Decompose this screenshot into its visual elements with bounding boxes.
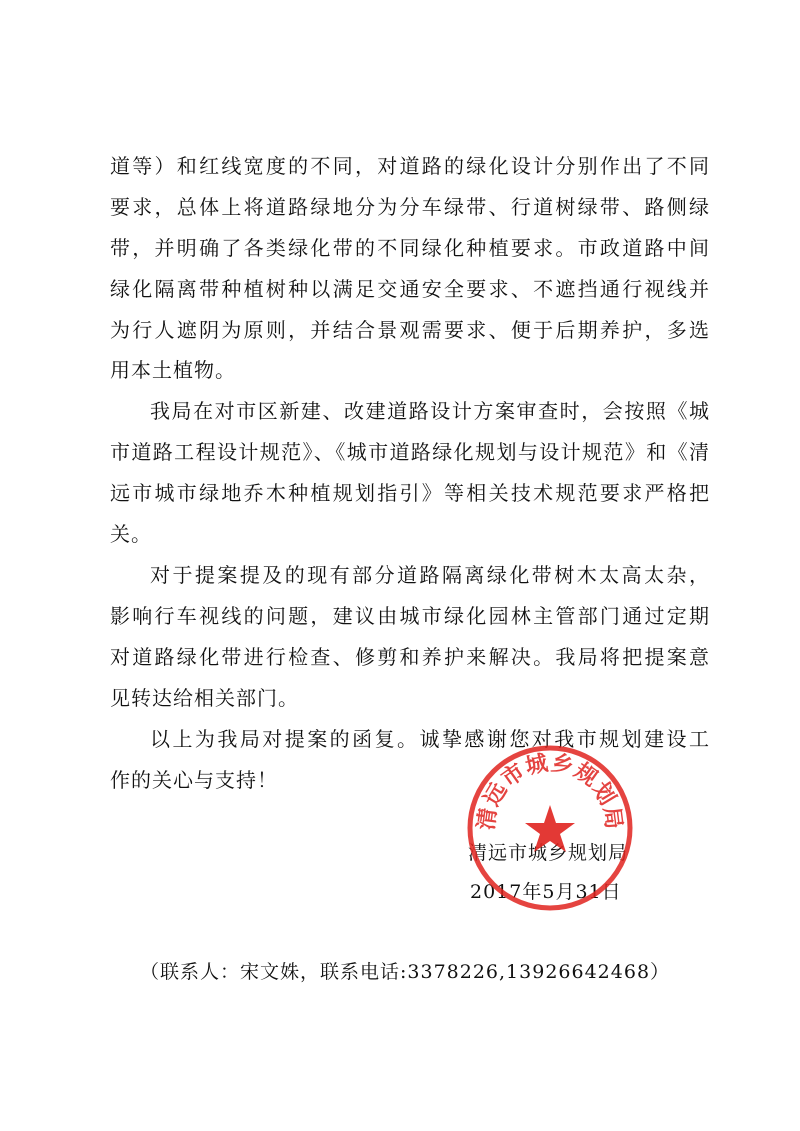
paragraph-1-line-2: 要求，总体上将道路绿地分为分车绿带、行道树绿带、路侧绿 xyxy=(110,195,710,219)
paragraph-3-line-1: 对于提案提及的现有部分道路隔离绿化带树木太高太杂， xyxy=(150,563,710,587)
paragraph-1-line-3: 带，并明确了各类绿化带的不同绿化种植要求。市政道路中间 xyxy=(110,236,710,260)
signature-org: 清远市城乡规划局 xyxy=(468,842,629,864)
paragraph-1-line-4: 绿化隔离带种植树种以满足交通安全要求、不遮挡通行视线并 xyxy=(110,277,710,301)
contact-info: （联系人：宋文姝，联系电话:3378226,13926642468） xyxy=(140,961,671,983)
paragraph-3-line-4: 见转达给相关部门。 xyxy=(110,686,299,710)
signature-date: 2017年5月31日 xyxy=(470,881,622,903)
seal-text-path: 清远市城乡规划局 xyxy=(473,749,627,832)
paragraph-2-line-2: 市道路工程设计规范》、《城市道路绿化规划与设计规范》和《清 xyxy=(110,440,710,464)
paragraph-1-line-6: 用本土植物。 xyxy=(110,358,236,382)
paragraph-1-line-5: 为行人遮阴为原则，并结合景观需要求、便于后期养护，多选 xyxy=(110,318,710,342)
paragraph-3-line-2: 影响行车视线的问题，建议由城市绿化园林主管部门通过定期 xyxy=(110,604,710,628)
seal-star-icon xyxy=(525,805,575,852)
paragraph-3-line-3: 对道路绿化带进行检查、修剪和养护来解决。我局将把提案意 xyxy=(110,645,710,669)
paragraph-2-line-4: 关。 xyxy=(110,522,152,546)
paragraph-4-line-1: 以上为我局对提案的函复。诚挚感谢您对我市规划建设工 xyxy=(150,727,710,751)
official-seal xyxy=(467,745,633,911)
paragraph-4-line-2: 作的关心与支持！ xyxy=(110,768,278,792)
paragraph-2-line-3: 远市城市绿地乔木种植规划指引》等相关技术规范要求严格把 xyxy=(110,481,710,505)
paragraph-2-line-1: 我局在对市区新建、改建道路设计方案审查时，会按照《城 xyxy=(150,399,710,423)
paragraph-1-line-1: 道等）和红线宽度的不同，对道路的绿化设计分别作出了不同 xyxy=(110,154,710,178)
